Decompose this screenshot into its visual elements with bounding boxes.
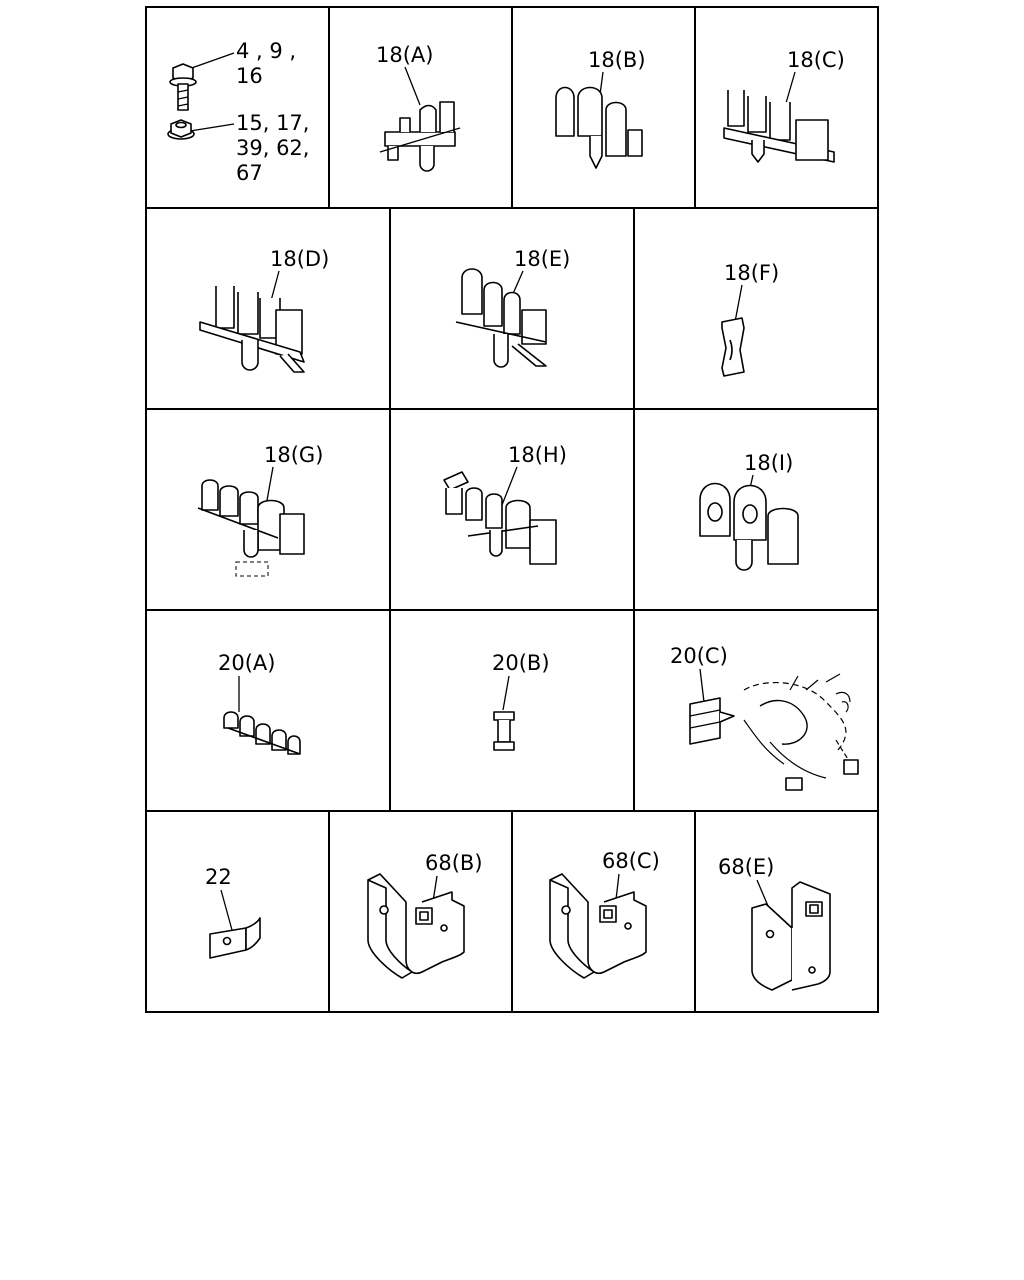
label-18d: 18(D): [270, 247, 330, 271]
clip-18d-icon: [200, 286, 304, 372]
cell-bolt-nut: [168, 39, 309, 185]
cell-clip-20c: [670, 644, 858, 790]
cell-clip-18e: [456, 247, 570, 367]
label-bolt-refs: 4 , 9 ,: [236, 39, 297, 63]
clip-18h-icon: [444, 472, 556, 564]
clip-18b-icon: [556, 88, 642, 169]
label-68b: 68(B): [425, 851, 483, 875]
label-nut-refs-2: 39, 62,: [236, 136, 310, 160]
cell-clip-18c: [724, 48, 845, 162]
cell-plate-22: [205, 865, 260, 958]
flange-bolt-icon: [170, 64, 196, 110]
label-20a: 20(A): [218, 651, 276, 675]
cell-bracket-68c: [550, 849, 660, 978]
label-18i: 18(I): [744, 451, 794, 475]
label-18g: 18(G): [264, 443, 324, 467]
label-20b: 20(B): [492, 651, 550, 675]
bracket-68c-icon: [550, 874, 646, 978]
label-bolt-refs-2: 16: [236, 64, 263, 88]
clip-20b-icon: [494, 712, 514, 750]
bracket-68b-icon: [368, 874, 464, 978]
label-nut-refs: 15, 17,: [236, 111, 310, 135]
clip-18e-icon: [456, 269, 546, 367]
cell-bracket-68e: [718, 855, 830, 990]
bracket-68e-icon: [752, 882, 830, 990]
cell-bracket-68b: [368, 851, 483, 978]
cell-clip-18h: [444, 443, 567, 564]
clip-18g-icon: [198, 480, 304, 576]
clip-18a-icon: [380, 102, 460, 171]
clip-18f-icon: [722, 318, 744, 376]
label-20c: 20(C): [670, 644, 728, 668]
cell-clip-18g: [198, 443, 323, 576]
plate-22-icon: [210, 918, 260, 958]
flange-nut-icon: [168, 120, 194, 139]
label-68e: 68(E): [718, 855, 775, 879]
label-22: 22: [205, 865, 232, 889]
clip-20a-icon: [224, 712, 300, 754]
cell-clip-18b: [556, 48, 646, 168]
label-18b: 18(B): [588, 48, 646, 72]
cell-clip-20a: [218, 651, 300, 754]
clip-20c-icon: [690, 698, 734, 744]
clip-18i-icon: [700, 484, 798, 571]
label-68c: 68(C): [602, 849, 660, 873]
label-18f: 18(F): [724, 261, 780, 285]
cell-clip-18i: [700, 451, 798, 570]
label-18c: 18(C): [787, 48, 845, 72]
cell-clip-18d: [200, 247, 329, 372]
clip-18c-icon: [724, 90, 834, 162]
label-18a: 18(A): [376, 43, 434, 67]
wiring-harness-icon: [744, 674, 858, 790]
label-nut-refs-3: 67: [236, 161, 263, 185]
cell-clip-18a: [376, 43, 460, 171]
cell-clip-18f: [722, 261, 779, 376]
label-18h: 18(H): [508, 443, 567, 467]
cell-clip-20b: [492, 651, 550, 750]
label-18e: 18(E): [514, 247, 571, 271]
